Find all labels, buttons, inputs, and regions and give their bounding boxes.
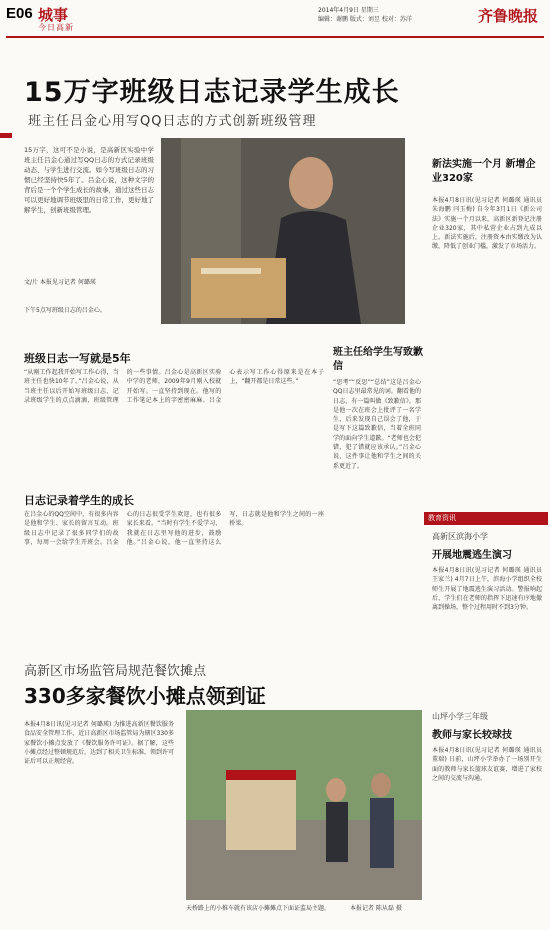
masthead xyxy=(0,0,550,40)
teacher-photo xyxy=(161,138,405,324)
vendor-photo-credit: 本报记者 陈从磊 摄 xyxy=(350,905,402,912)
lead-byline: 文/片 本报见习记者 何璐瑛 xyxy=(24,279,96,286)
section-title: 城事 xyxy=(38,6,69,24)
second-body: 本报4月8日讯(见习记者 何璐瑛) 为推进高新区餐饮服务食品安全管理工作，近日高新区市场监管局为辖区330多家餐饮小摊点发放了《餐饮服务许可证》。据了解，这些小摊点经过整顿规范后，达到了相关卫生标准，领到许可证后可以正规经营。 xyxy=(24,721,174,766)
news-item-subtitle: 山坪小学三年级 xyxy=(432,712,488,721)
accent-bar xyxy=(0,133,12,138)
vendor-photo-caption: 天桥路上的小推车就有该店小摊摊点下面证监局主题。 xyxy=(186,905,331,912)
news-item-body: 本报4月8日讯(见习记者 何璐瑛 通讯员 董瑞) 日前，山坪小学举办了一场别开生面的教师与家长篮球友谊赛，增进了家校之间的交流与沟通。 xyxy=(432,747,542,782)
vendor-photo xyxy=(186,710,422,900)
lead-intro: 15万字，这可不是小说，是高新区实验中学班主任吕金心通过写QQ日志的方式记录班级动态、与学生进行交流。如今写班级日志的习惯已经坚持快5年了。吕金心说，这种文字的背后是一个个学生成长的故事，通过这些日志可以更好地调节班级里的日常工作，更好地了解学生，创新班级管理。 xyxy=(24,146,154,214)
second-headline: 330多家餐饮小摊点领到证 xyxy=(24,684,266,708)
section-body: 在吕金心的QQ空间中，有很多内容是他和学生、家长的留言互动。班级日志中记录了很多同学们的故事，每周一会给学生开班会。吕金心的日志很受学生欢迎，也有很多家长来看。“当时有学生不爱学习，我就在日志里写他的进步，鼓励他。”吕金心说，他一直坚持这么写，日志就是他和学生之间的一座桥梁。 xyxy=(24,511,324,546)
news-item-body: 本报4月8日讯(见习记者 何璐瑛 通讯员 王家兰) 4月7日上午，滨海小学组织全校师生开展了地震逃生演习活动。警报响起后，学生们在老师的指挥下迅速有序地撤离到操场，整个过程用时不到3分钟。 xyxy=(432,567,542,612)
page-number: E06 xyxy=(6,5,33,22)
section-title: 日志记录着学生的成长 xyxy=(24,494,134,507)
news-box-tag: 教育资讯 xyxy=(424,512,548,525)
date-line: 2014年4月9日 星期三 xyxy=(318,7,379,14)
section-title: 班主任给学生写致歉信 xyxy=(333,347,423,372)
news-item-subtitle: 高新区滨海小学 xyxy=(432,532,488,541)
newspaper-logo: 齐鲁晚报 xyxy=(478,7,539,25)
lead-subhead: 班主任吕金心用写QQ日志的方式创新班级管理 xyxy=(28,114,317,129)
sidebar-title: 新法实施一个月 新增企业320家 xyxy=(432,159,536,184)
editors-line: 编辑：谢鹏 版式：刘昱 校对：苏洋 xyxy=(318,16,412,23)
vendor-photo-image xyxy=(186,710,422,900)
section-body: “思考”“反思”“总结”这是吕金心QQ日志里最常见的词。翻看他的日志，有一篇叫做《致歉信》。那是他一次在班会上批评了一名学生，后来发现自己误会了他，于是写下这篇致歉信，当着全班同学的面向学生道歉。“老师也会犯错，犯了错就应该承认。”吕金心说，这件事让他和学生之间的关系更近了。 xyxy=(333,379,421,470)
section-subtitle: 今日高新 xyxy=(38,23,74,32)
lead-headline: 15万字班级日志记录学生成长 xyxy=(24,77,400,108)
masthead-rule xyxy=(6,36,544,38)
section-title: 班级日志一写就是5年 xyxy=(24,352,131,365)
news-item-title: 教师与家长较球技 xyxy=(432,730,512,741)
teacher-photo-image xyxy=(161,138,405,324)
section-body: “从刚工作起我开始写工作心得，当班主任也快10年了。”吕金心说，从当班主任以后开始写班级日志，记录班级学生的点点滴滴，班级管理的一些事情。吕金心是高新区实验中学的老师，2009年9月刚入校就开始写。一直坚持到现在。他写的工作笔记本上的字密密麻麻。吕金心表示写工作心得原来是在本子上，“翻开都是日常这些。” xyxy=(24,369,324,404)
lead-photo-caption: 下午5点写班级日志的吕金心。 xyxy=(24,307,106,314)
sidebar-body: 本报4月8日讯(见习记者 何璐瑛 通讯员 朱海鹏 闫玉梅) 自今年3月1日《新公司法》实施一个月以来，高新区新登记注册企业320家，其中私营企业占到九成以上。新法实施后，注册资本由实缴改为认缴，降低了创业门槛，激发了市场活力。 xyxy=(432,197,542,251)
news-item-title: 开展地震逃生演习 xyxy=(432,550,512,561)
edition-info xyxy=(318,6,478,24)
second-kicker: 高新区市场监管局规范餐饮摊点 xyxy=(24,664,207,679)
